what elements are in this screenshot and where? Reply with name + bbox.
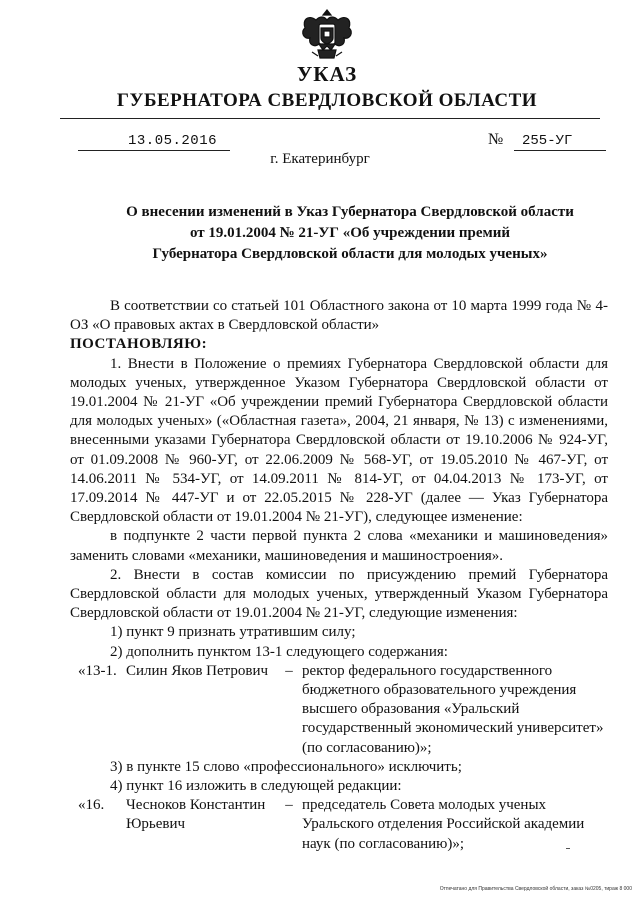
item-2-sub-3: 3) в пункте 15 слово «профессионального» исключить; [110, 758, 462, 775]
heading-line: Губернатора Свердловской области для молодых ученых» [152, 246, 548, 262]
item-1: 1. Внести в Положение о премиях Губернатора Свердловской области для молодых ученых, утвержденное Указом Губернатора Свердловской области от 19.01.2004 № 21-УГ «Об учреждении премий Губернатора Свердловской области для молодых ученых» («Областная газета», 2004, 21 января, № 13) с изменениями, внесенными указами Губернатора Свердловской области от 19.10.2006 № 924-УГ, от 01.09.2008 № 960-УГ, от 22.06.2009 № 568-УГ, от 19.05.2010 № 467-УГ, от 14.06.2011 № 534-УГ, от 14.09.2011 № 814-УГ, от 04.04.2013 № 173-УГ, от 17.09.2014 № 447-УГ и от 22.05.2015 № 228-УГ (далее — Указ Губернатора Свердловской области от 19.01.2004 № 21-УГ), следующее изменение: [70, 355, 608, 526]
commission-entry-16 [70, 796, 608, 854]
print-footer: Отпечатано для Правительства Свердловской области, заказ №0205, тираж 8 000 [439, 886, 632, 892]
preamble: В соответствии со статьей 101 Областного закона от 10 марта 1999 года № 4-ОЗ «О правовых актах в Свердловской области» [70, 298, 608, 334]
entry-name: Чесноков Константин Юрьевич [126, 797, 266, 833]
entry-dash: – [285, 797, 293, 814]
item-2-sub-4: 4) пункт 16 изложить в следующей редакции: [110, 778, 402, 795]
document-subtitle: ГУБЕРНАТОРА СВЕРДЛОВСКОЙ ОБЛАСТИ [116, 90, 538, 111]
entry-number: «13-1. [78, 662, 117, 679]
heading-line: от 19.01.2004 № 21-УГ «Об учреждении премий [189, 225, 511, 241]
document-title: УКАЗ [296, 62, 358, 86]
margin-mark [566, 848, 570, 849]
number-sign: № [488, 131, 504, 148]
decree-body [70, 297, 608, 854]
header-rule [60, 118, 600, 119]
decree-date: 13.05.2016 [128, 133, 218, 149]
decree-number: 255-УГ [522, 133, 573, 149]
entry-dash: – [285, 662, 293, 679]
entry-description: председатель Совета молодых ученых Уральского отделения Российской академии наук (по согласованию)»; [302, 797, 585, 852]
decree-heading [60, 202, 640, 265]
coat-of-arms-icon [296, 4, 358, 64]
item-2: 2. Внести в состав комиссии по присуждению премий Губернатора Свердловской области для молодых ученых, утвержденный Указом Губернатора Свердловской области от 19.01.2004 № 21-УГ, следующие изменения: [70, 566, 608, 622]
item-1-change: в подпункте 2 части первой пункта 2 слова «механики и машиноведения» заменить словами «механики, машиноведения и машиностроения». [70, 528, 608, 564]
entry-description: ректор федерального государственного бюджетного образовательного учреждения высшего образования «Уральский государственный экономический университет» (по согласованию)»; [302, 662, 604, 756]
item-2-sub-2: 2) дополнить пунктом 13-1 следующего содержания: [110, 643, 448, 660]
entry-number: «16. [78, 797, 105, 814]
city: г. Екатеринбург [270, 151, 370, 167]
heading-line: О внесении изменений в Указ Губернатора Свердловской области [126, 204, 574, 220]
entry-name: Силин Яков Петрович [126, 662, 269, 679]
commission-entry-13-1 [70, 662, 608, 758]
item-2-sub-1: 1) пункт 9 признать утратившим силу; [110, 624, 356, 641]
decree-word: ПОСТАНОВЛЯЮ: [70, 336, 208, 353]
